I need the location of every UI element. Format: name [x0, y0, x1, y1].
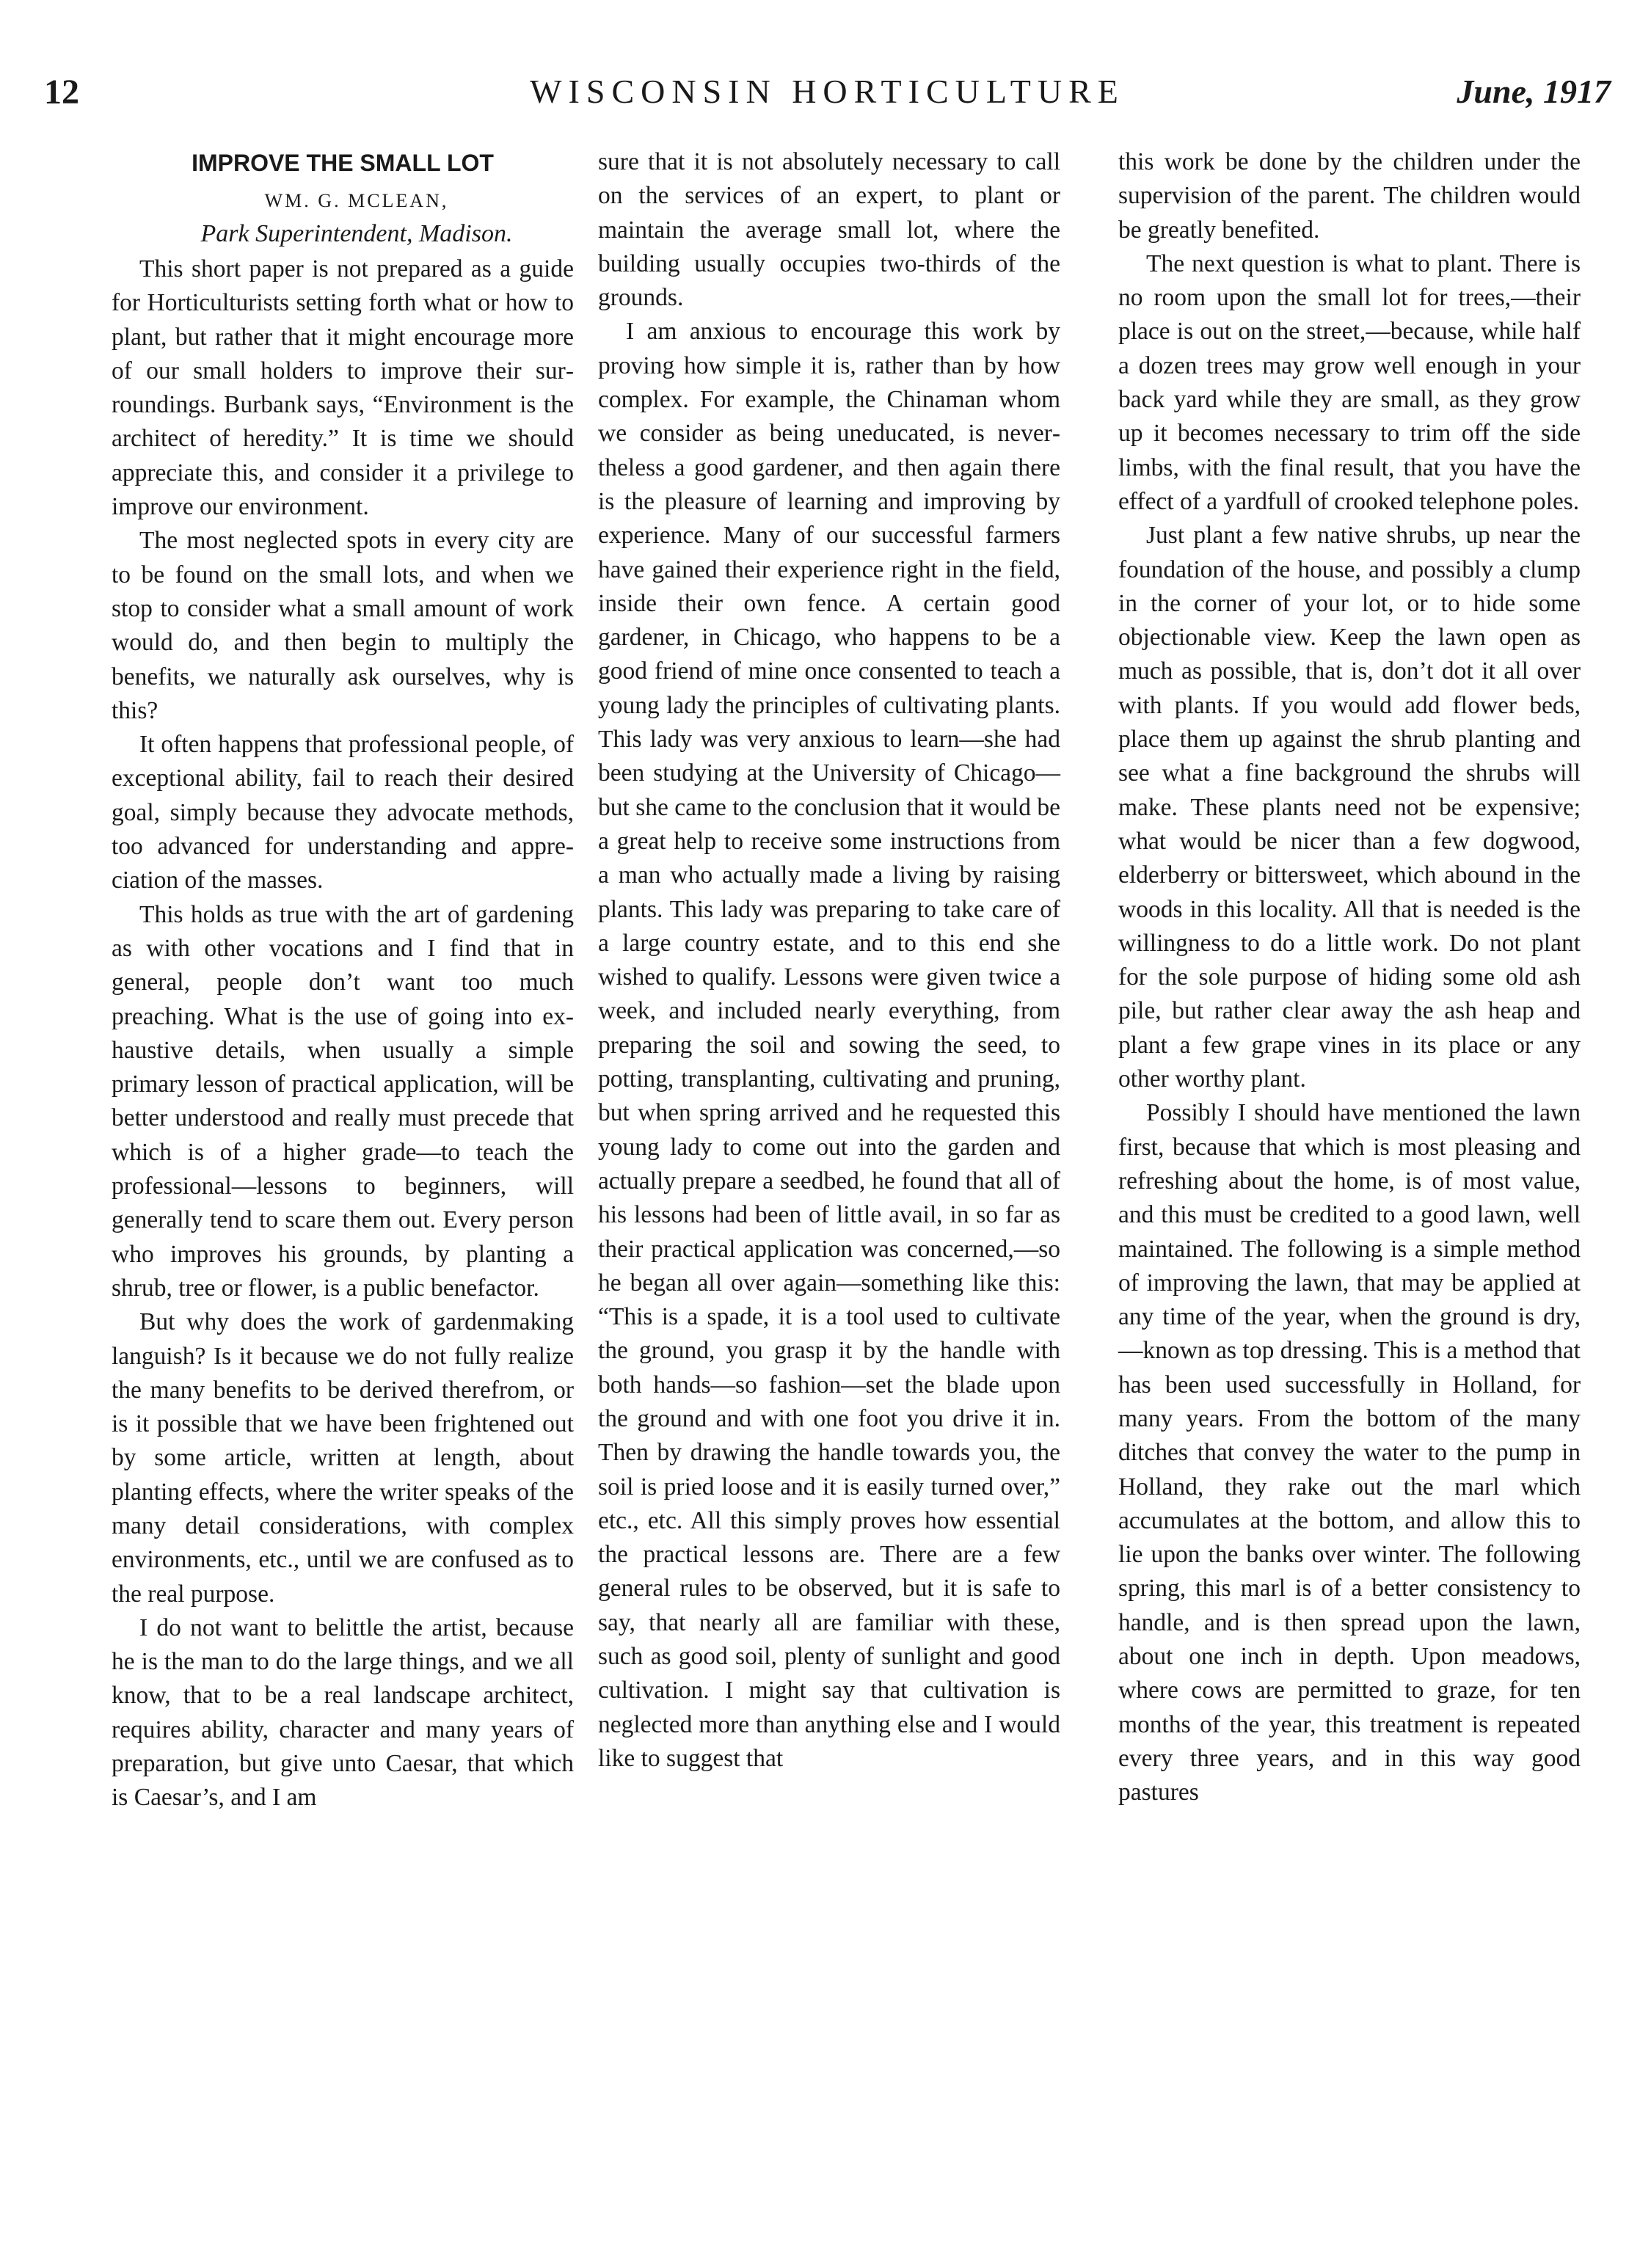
paragraph: The next question is what to plant. There is no room upon the small lot for trees,—their place is out on the street,—because, while half a dozen trees may grow well enough in your back yard while they are small, as they grow up it becomes necessary to trim off the side limbs, with the final result, that you have the effect of a yardfull of crooked telephone poles.: [1118, 249, 1581, 515]
paragraph: This short paper is not prepared as a guide for Horticulturists setting forth what or how to plant, but rather that it might encourage more of our small holders to improve their surroundings. Burbank says, “Environment is the architect of heredity.” It is time we should appreciate this, and consider it a privilege to improve our environment.: [112, 255, 574, 521]
journal-title: WISCONSIN HORTICULTURE: [530, 73, 1125, 110]
paragraph: This holds as true with the art of gardening as with other vocations and I find that in general, people don’t want too much preaching. What is the use of going into exhaustive details, when usually a simple primary lesson of practical application, will be better understood and really must precede that which is of a higher grade—to teach the professional—lessons to beginners, will generally tend to scare them out. Every person who improves his grounds, by planting a shrub, tree or flower, is a public benefactor.: [112, 900, 574, 1302]
paragraph: Just plant a few native shrubs, up near the foundation of the house, and possibly a clump in the corner of your lot, or to hide some objectionable view. Keep the lawn open as much as possible, that is, don’t dot it all over with plants. If you would add flower beds, place them up against the shrub planting and see what a fine background the shrubs will make. These plants need not be expensive; what would be nicer than a few dogwood, elderberry or bittersweet, which abound in the woods in this locality. All that is needed is the willingness to do a little work. Do not plant for the sole purpose of hiding some old ash pile, but rather clear away the ash heap and plant a few grape vines in its place or any other worthy plant.: [1118, 522, 1581, 1093]
paragraph: I am anxious to encourage this work by proving how simple it is, rather than by how complex. For example, the Chinaman whom we consider as being uneducated, is nevertheless a good gardener, and then again there is the pleasure of learning and improving by experience. Many of our successful farmers have gained their experience right in the field, inside their own fence. A certain good gardener, in Chicago, who happens to be a good friend of mine once consented to teach a young lady the principles of cultivating plants. This lady was very anxious to learn—she had been studying at the University of Chicago—but she came to the conclusion that it would be a great help to receive some instructions from a man who actually made a living by raising plants. This lady was preparing to take care of a large country estate, and to this end she wished to qualify. Lessons were given twice a week, and included nearly everything, from preparing the soil and sowing the seed, to potting, transplanting, cultivating and pruning, but when spring arrived and he requested this young lady to come out into the garden and actually prepare a seedbed, he found that all of his lessons had been of little avail, in so far as their practical application was concerned,—so he began all over again—something like this: “This is a spade, it is a tool used to cultivate the ground, you grasp it by the handle with both hands—so fashion—set the blade upon the ground and with one foot you drive it in. Then by drawing the handle towards you, the soil is pried loose and it is easily turned over,” etc., etc. All this simply proves how essential the practical lessons are. There are a few general rules to be observed, but it is safe to say, that nearly all are familiar with these, such as good soil, plenty of sunlight and good cultivation. I might say that cultivation is neglected more than anything else and I would like to suggest that: [598, 318, 1060, 1772]
paragraph: I do not want to belittle the artist, because he is the man to do the large things, and we all know, that to be a real landscape architect, requires ability, character and many years of preparation, but give unto Caesar, that which is Caesar’s, and I am: [112, 1614, 574, 1812]
paragraph: But why does the work of gardenmaking languish? Is it because we do not fully realize the many benefits to be derived therefrom, or is it possible that we have been frightened out by some article, written at length, about planting effects, where the writer speaks of the many detail considerations, with complex environments, etc., until we are confused as to the real purpose.: [112, 1308, 574, 1608]
paragraph-continued: this work be done by the children under the supervision of the parent. The children would be greatly benefited.: [1118, 148, 1581, 244]
paragraph: Possibly I should have mentioned the lawn first, because that which is most pleasing and refreshing about the home, is of most value, and this must be credited to a good lawn, well maintained. The following is a simple method of improving the lawn, that may be applied at any time of the year, when the ground is dry,—known as top dressing. This is a method that has been used successfully in Holland, for many years. From the bottom of the many ditches that convey the water to the pump in Holland, they rake out the marl which accumulates at the bottom, and allow this to lie upon the banks over winter. The following spring, this marl is of a better consistency to handle, and is then spread upon the lawn, about one inch in depth. Upon meadows, where cows are permitted to graze, for ten months of the year, this treatment is repeated every three years, and in this way good pastures: [1118, 1099, 1581, 1806]
article-author: WM. G. MCLEAN,: [264, 190, 449, 211]
text-column-2: [598, 145, 1060, 1776]
paragraph-continued: sure that it is not absolutely necessary to call on the services of an expert, to plant or maintain the average small lot, where the building usually occupies two-thirds of the grounds.: [598, 148, 1060, 312]
page-number: 12: [44, 73, 79, 112]
issue-date: June, 1917: [1457, 73, 1611, 110]
article-title: IMPROVE THE SMALL LOT: [192, 150, 494, 176]
paragraph: The most neglected spots in every city are to be found on the small lots, and when we stop to consider what a small amount of work would do, and then begin to multiply the benefits, we naturally ask ourselves, why is this?: [112, 527, 574, 724]
paragraph: It often happens that professional people, of exceptional ability, fail to reach their desired goal, simply because they advocate methods, too advanced for understanding and appreciation of the masses.: [112, 731, 574, 894]
text-column-3: [1118, 145, 1581, 1810]
author-affiliation: Park Superintendent, Madison.: [200, 220, 513, 247]
text-column-1: [112, 145, 574, 1815]
page-header: [44, 72, 1611, 123]
